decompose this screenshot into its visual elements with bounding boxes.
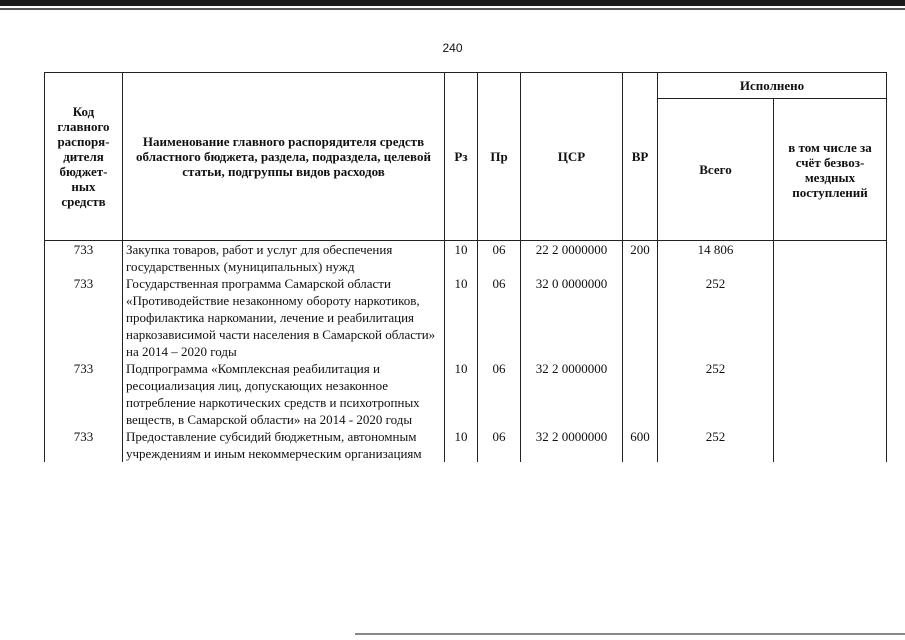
cell-name: Закупка товаров, работ и услуг для обеспечения государственных (муниципальных) нужд: [123, 241, 445, 276]
cell-rz: 10: [445, 241, 478, 276]
budget-table: [44, 72, 887, 462]
cell-kod: 733: [45, 360, 123, 428]
header-executed: Исполнено: [658, 73, 887, 99]
top-border-line: [0, 8, 905, 10]
cell-rz: 10: [445, 360, 478, 428]
cell-vr: [623, 360, 658, 428]
top-border: [0, 0, 905, 6]
table-row: [45, 241, 887, 276]
cell-pr: 06: [478, 241, 521, 276]
header-rz: Рз: [445, 73, 478, 241]
cell-vr: [623, 275, 658, 360]
header-name: Наименование главного распорядителя средств областного бюджета, раздела, подраздела, целевой статьи, подгруппы видов расходов: [123, 73, 445, 241]
cell-vr: 600: [623, 428, 658, 462]
table-row: [45, 360, 887, 428]
cell-csr: 22 2 0000000: [521, 241, 623, 276]
header-csr: ЦСР: [521, 73, 623, 241]
cell-kod: 733: [45, 241, 123, 276]
cell-gratuitous: [774, 360, 887, 428]
header-kod: Код главного распоря-дителя бюджет-ных средств: [45, 73, 123, 241]
cell-total: 252: [658, 360, 774, 428]
cell-total: 252: [658, 428, 774, 462]
cell-pr: 06: [478, 360, 521, 428]
header-total: Всего: [658, 99, 774, 241]
table-row: [45, 275, 887, 360]
header-pr: Пр: [478, 73, 521, 241]
cell-name: Государственная программа Самарской области «Противодействие незаконному обороту наркотиков, профилактика наркомании, лечение и реабилитация наркозависимой части населения в Самарской области» на 2014 – 2020 годы: [123, 275, 445, 360]
cell-name: Подпрограмма «Комплексная реабилитация и ресоциализация лиц, допускающих незаконное потребление наркотических средств и психотропных веществ, в Самарской области» на 2014 - 2020 годы: [123, 360, 445, 428]
header-gratuitous: в том числе за счёт безвоз-мездных поступлений: [774, 99, 887, 241]
table-body: [45, 241, 887, 463]
cell-pr: 06: [478, 275, 521, 360]
cell-csr: 32 2 0000000: [521, 428, 623, 462]
table-row: [45, 428, 887, 462]
cell-gratuitous: [774, 241, 887, 276]
cell-rz: 10: [445, 275, 478, 360]
cell-kod: 733: [45, 428, 123, 462]
bottom-rule: [355, 633, 905, 635]
header-vr: ВР: [623, 73, 658, 241]
cell-gratuitous: [774, 275, 887, 360]
cell-gratuitous: [774, 428, 887, 462]
cell-csr: 32 2 0000000: [521, 360, 623, 428]
table-header: [45, 73, 887, 241]
cell-name: Предоставление субсидий бюджетным, автономным учреждениям и иным некоммерческим организациям: [123, 428, 445, 462]
cell-total: 14 806: [658, 241, 774, 276]
cell-total: 252: [658, 275, 774, 360]
cell-vr: 200: [623, 241, 658, 276]
page-number: 240: [442, 41, 463, 55]
cell-kod: 733: [45, 275, 123, 360]
cell-pr: 06: [478, 428, 521, 462]
cell-csr: 32 0 0000000: [521, 275, 623, 360]
cell-rz: 10: [445, 428, 478, 462]
